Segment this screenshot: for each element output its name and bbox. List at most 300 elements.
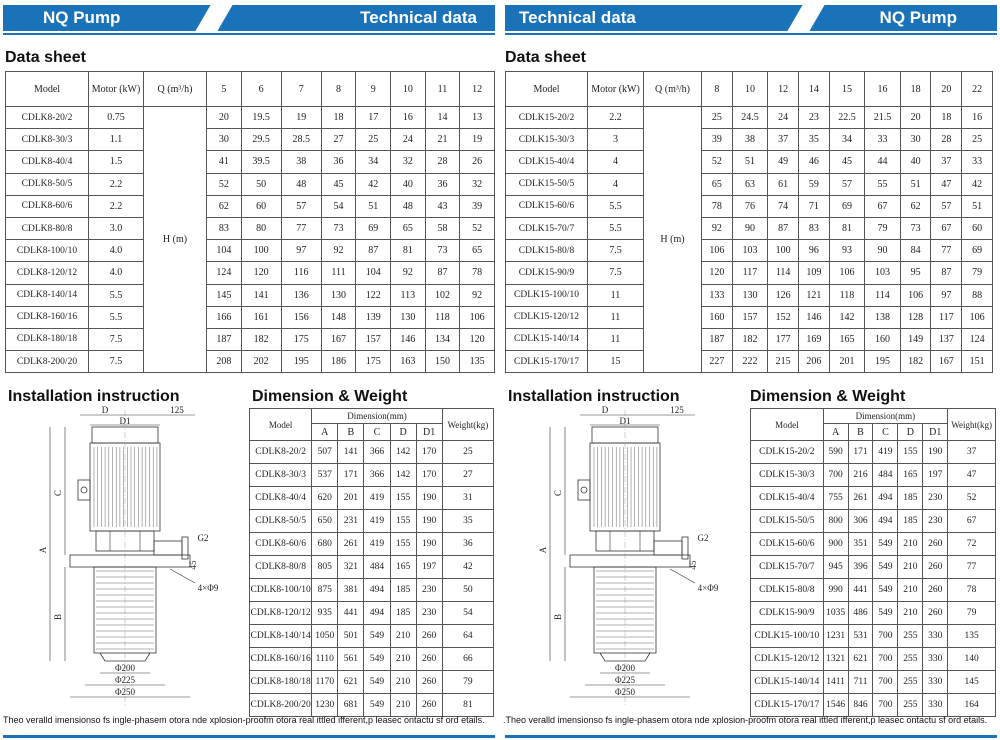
head-value-cell: 77 (281, 217, 321, 239)
col-flow-8: 8 (702, 72, 733, 107)
weight-cell: 78 (948, 579, 996, 602)
label-phi225: Φ225 (614, 675, 636, 685)
terminal-plug (81, 487, 87, 493)
head-value-cell: 182 (900, 351, 931, 373)
col-flow-7: 7 (281, 72, 321, 107)
dimension-cell: 700 (873, 694, 898, 717)
table-row (506, 306, 993, 328)
head-value-cell: 32 (391, 151, 426, 173)
head-value-cell: 93 (829, 240, 865, 262)
col-motor: Motor (kW) (588, 72, 644, 107)
dimension-cell: 260 (923, 579, 948, 602)
left-header-bar (3, 5, 495, 31)
table-row (751, 625, 996, 648)
dimension-cell: 935 (312, 602, 338, 625)
head-value-cell: 67 (931, 217, 962, 239)
dimension-cell: 484 (873, 464, 898, 487)
head-value-cell: 121 (798, 284, 829, 306)
head-value-cell: 45 (829, 151, 865, 173)
head-value-cell: 145 (207, 284, 242, 306)
table-row (6, 217, 495, 239)
label-45: 45 (688, 560, 698, 570)
head-value-cell: 58 (425, 217, 460, 239)
dimension-cell: 549 (873, 533, 898, 556)
outlet-flange (682, 537, 688, 559)
right-datasheet-table (505, 71, 993, 373)
head-value-cell: 77 (931, 240, 962, 262)
motor-cell: 11 (588, 306, 644, 328)
head-value-cell: 120 (702, 262, 733, 284)
head-value-cell: 128 (900, 306, 931, 328)
head-value-cell: 25 (962, 129, 993, 151)
dimension-cell: 441 (848, 579, 873, 602)
dimension-cell: 255 (898, 625, 923, 648)
model-cell: CDLK15-120/12 (506, 306, 588, 328)
col-model: Model (250, 409, 312, 441)
head-value-cell: 109 (798, 262, 829, 284)
label-45: 45 (188, 560, 198, 570)
dimension-cell: 260 (416, 625, 442, 648)
head-value-cell: 44 (865, 151, 901, 173)
weight-cell: 79 (442, 671, 493, 694)
head-value-cell: 165 (829, 328, 865, 350)
head-value-cell: 29.5 (241, 129, 281, 151)
dimension-cell: 210 (390, 625, 416, 648)
model-cell: CDLK15-100/10 (751, 625, 824, 648)
model-cell: CDLK15-90/9 (751, 602, 824, 625)
head-value-cell: 45 (321, 173, 356, 195)
table-row (6, 151, 495, 173)
table-row (506, 328, 993, 350)
terminal-plug (581, 487, 587, 493)
head-value-cell: 40 (391, 173, 426, 195)
model-cell: CDLK15-70/7 (751, 556, 824, 579)
head-value-cell: 30 (207, 129, 242, 151)
col-dim-b: B (848, 424, 873, 441)
label-phi200: Φ200 (114, 663, 136, 673)
head-value-cell: 150 (425, 351, 460, 373)
head-value-cell: 48 (391, 195, 426, 217)
head-value-cell: 52 (702, 151, 733, 173)
head-value-cell: 21.5 (865, 107, 901, 129)
label-d: D (101, 405, 109, 415)
table-row (250, 625, 494, 648)
head-value-cell: 30 (900, 129, 931, 151)
head-value-cell: 169 (798, 328, 829, 350)
weight-cell: 72 (948, 533, 996, 556)
right-datasheet-title: Data sheet (505, 49, 586, 66)
dimension-cell: 800 (823, 510, 848, 533)
head-value-cell: 102 (425, 284, 460, 306)
head-value-cell: 187 (702, 328, 733, 350)
weight-cell: 135 (948, 625, 996, 648)
model-cell: CDLK8-140/14 (6, 284, 89, 306)
head-value-cell: 96 (798, 240, 829, 262)
head-value-cell: 34 (829, 129, 865, 151)
head-value-cell: 146 (391, 328, 426, 350)
head-value-cell: 104 (207, 240, 242, 262)
table-row (6, 107, 495, 129)
head-value-cell: 22.5 (829, 107, 865, 129)
head-value-cell: 39.5 (241, 151, 281, 173)
model-cell: CDLK8-140/14 (250, 625, 312, 648)
model-cell: CDLK8-30/3 (6, 129, 89, 151)
left-dw-title: Dimension & Weight (252, 388, 408, 405)
weight-cell: 37 (948, 441, 996, 464)
right-install-title: Installation instruction (508, 388, 680, 405)
head-value-cell: 57 (829, 173, 865, 195)
model-cell: CDLK15-50/5 (506, 173, 588, 195)
dimension-cell: 700 (873, 648, 898, 671)
dimension-cell: 419 (364, 487, 390, 510)
weight-cell: 42 (442, 556, 493, 579)
head-value-cell: 130 (732, 284, 768, 306)
motor-cell: 7.5 (89, 351, 144, 373)
dimension-cell: 197 (923, 464, 948, 487)
table-row (6, 240, 495, 262)
table-row (6, 129, 495, 151)
weight-cell: 64 (442, 625, 493, 648)
head-value-cell: 28 (425, 151, 460, 173)
head-value-cell: 92 (321, 240, 356, 262)
dimension-cell: 549 (873, 556, 898, 579)
model-cell: CDLK8-20/2 (6, 107, 89, 129)
head-value-cell: 26 (460, 151, 495, 173)
head-value-cell: 65 (460, 240, 495, 262)
left-dimension-table (249, 408, 494, 717)
dimension-cell: 366 (364, 441, 390, 464)
table-row (506, 129, 993, 151)
dimension-cell: 260 (416, 671, 442, 694)
dimension-cell: 755 (823, 487, 848, 510)
dimension-cell: 700 (873, 625, 898, 648)
model-cell: CDLK8-120/12 (6, 262, 89, 284)
head-value-cell: 175 (281, 328, 321, 350)
model-cell: CDLK15-40/4 (506, 151, 588, 173)
motor-cell: 5.5 (588, 195, 644, 217)
col-dim-d1: D1 (416, 424, 442, 441)
dimension-cell: 650 (312, 510, 338, 533)
table-row (250, 464, 494, 487)
motor-cell: 3.0 (89, 217, 144, 239)
head-value-cell: 60 (962, 217, 993, 239)
head-value-cell: 124 (962, 328, 993, 350)
head-value-cell: 139 (356, 306, 391, 328)
head-value-cell: 39 (702, 129, 733, 151)
head-value-cell: 106 (702, 240, 733, 262)
dimension-cell: 185 (898, 487, 923, 510)
head-value-cell: 100 (241, 240, 281, 262)
table-row (6, 173, 495, 195)
left-header-title: Technical data (360, 8, 477, 27)
dimension-cell: 621 (338, 671, 364, 694)
head-value-cell: 71 (798, 195, 829, 217)
dimension-cell: 260 (923, 556, 948, 579)
dimension-cell: 261 (848, 487, 873, 510)
head-value-cell: 24 (768, 107, 799, 129)
dimension-cell: 549 (364, 625, 390, 648)
head-value-cell: 39 (460, 195, 495, 217)
head-value-cell: 182 (241, 328, 281, 350)
head-value-cell: 24.5 (732, 107, 768, 129)
head-value-cell: 73 (425, 240, 460, 262)
motor-cell: 4.0 (89, 240, 144, 262)
dimension-cell: 419 (873, 441, 898, 464)
table-row (751, 556, 996, 579)
table-row (6, 351, 495, 373)
head-value-cell: 84 (900, 240, 931, 262)
col-dimension: Dimension(mm) (312, 409, 442, 424)
head-value-cell: 54 (321, 195, 356, 217)
outlet-pipe (154, 541, 182, 555)
head-value-cell: 49 (768, 151, 799, 173)
label-b: B (553, 613, 563, 621)
model-cell: CDLK15-80/8 (506, 240, 588, 262)
head-value-cell: 138 (865, 306, 901, 328)
head-value-cell: 13 (460, 107, 495, 129)
dimension-cell: 230 (923, 510, 948, 533)
head-value-cell: 25 (702, 107, 733, 129)
dimension-cell: 201 (338, 487, 364, 510)
dimension-cell: 185 (898, 510, 923, 533)
head-value-cell: 103 (732, 240, 768, 262)
head-value-cell: 67 (865, 195, 901, 217)
head-value-cell: 42 (356, 173, 391, 195)
head-value-cell: 73 (900, 217, 931, 239)
label-phi200: Φ200 (614, 663, 636, 673)
leader-line (670, 569, 695, 583)
dimension-cell: 190 (416, 510, 442, 533)
head-value-cell: 117 (931, 306, 962, 328)
col-dim-b: B (338, 424, 364, 441)
head-value-cell: 100 (768, 240, 799, 262)
head-value-cell: 20 (900, 107, 931, 129)
head-value-cell: 151 (962, 351, 993, 373)
head-value-cell: 83 (207, 217, 242, 239)
head-value-cell: 175 (356, 351, 391, 373)
head-value-cell: 92 (460, 284, 495, 306)
head-value-cell: 20 (207, 107, 242, 129)
table-row (250, 510, 494, 533)
outlet-flange (182, 537, 188, 559)
dimension-cell: 216 (848, 464, 873, 487)
col-dim-d1: D1 (923, 424, 948, 441)
head-value-cell: 16 (391, 107, 426, 129)
col-flow-6: 6 (241, 72, 281, 107)
label-d: D (601, 405, 609, 415)
right-pump-drawing (530, 405, 730, 710)
table-row (250, 533, 494, 556)
dimension-cell: 230 (923, 487, 948, 510)
head-value-cell: 116 (281, 262, 321, 284)
head-value-cell: 79 (865, 217, 901, 239)
model-cell: CDLK15-140/14 (751, 671, 824, 694)
model-cell: CDLK8-20/2 (250, 441, 312, 464)
head-value-cell: 88 (962, 284, 993, 306)
table-row (250, 694, 494, 717)
head-value-cell: 16 (962, 107, 993, 129)
head-value-cell: 59 (798, 173, 829, 195)
dimension-cell: 549 (364, 648, 390, 671)
weight-cell: 31 (442, 487, 493, 510)
dimension-cell: 210 (390, 671, 416, 694)
table-row (250, 671, 494, 694)
dimension-cell: 1110 (312, 648, 338, 671)
weight-cell: 50 (442, 579, 493, 602)
dimension-cell: 165 (390, 556, 416, 579)
head-value-cell: 63 (732, 173, 768, 195)
head-value-cell: 28 (931, 129, 962, 151)
head-value-cell: 18 (321, 107, 356, 129)
dimension-cell: 549 (364, 694, 390, 717)
motor-cell: 11 (588, 328, 644, 350)
table-row (250, 487, 494, 510)
dimension-cell: 155 (390, 487, 416, 510)
col-flow-14: 14 (798, 72, 829, 107)
head-value-cell: 120 (241, 262, 281, 284)
weight-cell: 52 (948, 487, 996, 510)
col-model: Model (751, 409, 824, 441)
head-value-cell: 135 (460, 351, 495, 373)
dimension-cell: 255 (898, 648, 923, 671)
right-header-brand: NQ Pump (879, 8, 957, 27)
dimension-cell: 561 (338, 648, 364, 671)
right-dw-title: Dimension & Weight (750, 388, 906, 405)
table-row (250, 579, 494, 602)
right-header-bar (505, 5, 997, 31)
head-value-cell: 142 (829, 306, 865, 328)
head-unit-cell: H (m) (144, 107, 207, 373)
head-value-cell: 95 (900, 262, 931, 284)
motor-cell: 7.5 (588, 262, 644, 284)
left-footnote: Theo veralld imensionso fs ingle-phasem otora nde xplosion-proofm otora real ittled ifferent,p leasec ontactu sf ord etails. (3, 715, 485, 725)
dimension-cell: 680 (312, 533, 338, 556)
dimension-cell: 170 (416, 441, 442, 464)
dimension-cell: 900 (823, 533, 848, 556)
dimension-cell: 330 (923, 648, 948, 671)
model-cell: CDLK8-100/10 (250, 579, 312, 602)
table-row (751, 510, 996, 533)
head-value-cell: 104 (356, 262, 391, 284)
dimension-cell: 494 (873, 510, 898, 533)
head-value-cell: 51 (356, 195, 391, 217)
head-value-cell: 141 (241, 284, 281, 306)
dimension-cell: 501 (338, 625, 364, 648)
head-value-cell: 69 (829, 195, 865, 217)
motor-cell: 3 (588, 129, 644, 151)
dimension-cell: 1321 (823, 648, 848, 671)
head-value-cell: 61 (768, 173, 799, 195)
header-divider (787, 5, 824, 31)
dimension-cell: 185 (390, 579, 416, 602)
dimension-cell: 990 (823, 579, 848, 602)
table-row (751, 533, 996, 556)
head-value-cell: 186 (321, 351, 356, 373)
dimension-cell: 210 (898, 602, 923, 625)
head-value-cell: 146 (798, 306, 829, 328)
head-value-cell: 52 (207, 173, 242, 195)
head-value-cell: 167 (321, 328, 356, 350)
head-value-cell: 113 (391, 284, 426, 306)
table-row (6, 306, 495, 328)
head-value-cell: 18 (931, 107, 962, 129)
head-value-cell: 106 (460, 306, 495, 328)
head-value-cell: 21 (425, 129, 460, 151)
dimension-cell: 190 (416, 533, 442, 556)
weight-cell: 25 (442, 441, 493, 464)
mounting-flange (70, 555, 190, 567)
right-dimension-table (750, 408, 996, 717)
model-cell: CDLK15-20/2 (506, 107, 588, 129)
dimension-cell: 306 (848, 510, 873, 533)
head-value-cell: 227 (702, 351, 733, 373)
dimension-cell: 142 (390, 441, 416, 464)
head-value-cell: 79 (962, 262, 993, 284)
table-row (751, 694, 996, 717)
dimension-cell: 1035 (823, 602, 848, 625)
head-value-cell: 118 (829, 284, 865, 306)
dimension-cell: 700 (823, 464, 848, 487)
mounting-flange (570, 555, 690, 567)
motor-cell: 1.1 (89, 129, 144, 151)
dimension-cell: 945 (823, 556, 848, 579)
head-value-cell: 111 (321, 262, 356, 284)
head-value-cell: 195 (281, 351, 321, 373)
label-125: 125 (670, 405, 684, 415)
left-header-rule (3, 33, 495, 35)
label-a: A (38, 546, 48, 554)
weight-cell: 66 (442, 648, 493, 671)
col-dim-d: D (898, 424, 923, 441)
col-weight: Weight(kg) (442, 409, 493, 441)
head-value-cell: 48 (281, 173, 321, 195)
dimension-cell: 1230 (312, 694, 338, 717)
model-cell: CDLK15-60/6 (751, 533, 824, 556)
head-value-cell: 60 (241, 195, 281, 217)
head-value-cell: 62 (900, 195, 931, 217)
outlet-pipe (654, 541, 682, 555)
label-c: C (553, 489, 563, 497)
model-cell: CDLK8-180/18 (6, 328, 89, 350)
col-weight: Weight(kg) (948, 409, 996, 441)
head-value-cell: 136 (281, 284, 321, 306)
dimension-cell: 549 (873, 602, 898, 625)
motor-cell: 2.2 (588, 107, 644, 129)
dimension-cell: 507 (312, 441, 338, 464)
model-cell: CDLK8-120/12 (250, 602, 312, 625)
col-flow-8: 8 (321, 72, 356, 107)
dimension-cell: 260 (416, 694, 442, 717)
label-holes: 4×Φ9 (697, 583, 719, 593)
head-value-cell: 182 (732, 328, 768, 350)
table-row (506, 351, 993, 373)
left-install-title: Installation instruction (8, 388, 180, 405)
head-value-cell: 195 (865, 351, 901, 373)
dimension-cell: 330 (923, 671, 948, 694)
table-row (506, 195, 993, 217)
head-value-cell: 74 (768, 195, 799, 217)
weight-cell: 145 (948, 671, 996, 694)
head-value-cell: 32 (460, 173, 495, 195)
head-value-cell: 206 (798, 351, 829, 373)
motor-cell: 1.5 (89, 151, 144, 173)
model-cell: CDLK15-40/4 (751, 487, 824, 510)
model-cell: CDLK8-200/20 (250, 694, 312, 717)
dimension-cell: 1546 (823, 694, 848, 717)
label-holes: 4×Φ9 (197, 583, 219, 593)
dimension-cell: 1170 (312, 671, 338, 694)
head-value-cell: 208 (207, 351, 242, 373)
